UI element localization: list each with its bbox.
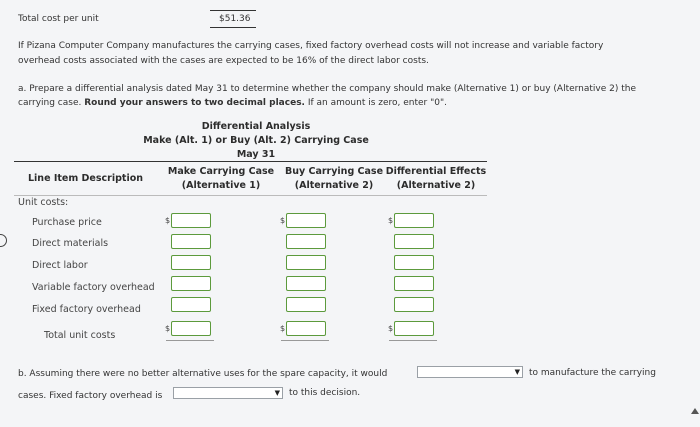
alt2-variable-overhead-input[interactable]	[286, 276, 326, 291]
chevron-down-icon: ▼	[514, 368, 520, 376]
alt1-total-input[interactable]	[171, 321, 211, 336]
alt2-total-underline	[281, 340, 329, 341]
part-a-line-2	[18, 98, 447, 108]
currency-symbol: $	[165, 324, 171, 333]
table-title: Differential Analysis	[201, 121, 311, 132]
row-label-direct-labor: Direct labor	[32, 260, 88, 271]
diff-total-input[interactable]	[394, 321, 434, 336]
col-header-alt2-line1: Buy Carrying Case	[284, 166, 384, 177]
alt2-purchase-price-input[interactable]	[286, 213, 326, 228]
alt2-direct-materials-input[interactable]	[286, 234, 326, 249]
chevron-down-icon: ▼	[274, 389, 280, 397]
alt1-direct-materials-input[interactable]	[171, 234, 211, 249]
diff-direct-materials-input[interactable]	[394, 234, 434, 249]
header-rule	[14, 195, 487, 196]
col-header-diff-line2: (Alternative 2)	[396, 180, 476, 191]
row-label-direct-materials: Direct materials	[32, 238, 109, 249]
col-header-alt1-line1: Make Carrying Case	[167, 166, 275, 177]
total-cost-value: $51.36	[219, 14, 251, 24]
diff-variable-overhead-input[interactable]	[394, 276, 434, 291]
table-subtitle: Make (Alt. 1) or Buy (Alt. 2) Carrying Case	[143, 135, 369, 146]
row-label-purchase-price: Purchase price	[32, 217, 102, 228]
diff-purchase-price-input[interactable]	[394, 213, 434, 228]
alt2-direct-labor-input[interactable]	[286, 255, 326, 270]
alt1-total-underline	[166, 340, 214, 341]
col-header-alt2-line2: (Alternative 2)	[294, 180, 374, 191]
part-b-line-2-suffix: to this decision.	[289, 388, 361, 398]
currency-symbol: $	[280, 324, 286, 333]
total-overline	[210, 10, 256, 11]
part-a-prefix: carrying case.	[18, 98, 82, 108]
currency-symbol: $	[165, 216, 171, 225]
currency-symbol: $	[388, 324, 394, 333]
row-label-fixed-overhead: Fixed factory overhead	[32, 304, 141, 315]
part-a-suffix: If an amount is zero, enter "0".	[307, 98, 447, 108]
diff-fixed-overhead-input[interactable]	[394, 297, 434, 312]
part-b-line-1-suffix: to manufacture the carrying	[529, 368, 656, 378]
radio-edge-icon	[0, 234, 7, 247]
row-label-variable-overhead: Variable factory overhead	[32, 282, 155, 293]
intro-line-2: overhead costs associated with the cases are expected to be 16% of the direct labor costs.	[18, 56, 429, 66]
total-cost-label: Total cost per unit	[18, 14, 99, 24]
part-a-instruction: Round your answers to two decimal places.	[84, 98, 305, 108]
alt1-variable-overhead-input[interactable]	[171, 276, 211, 291]
section-unit-costs: Unit costs:	[18, 197, 69, 208]
total-underline	[210, 27, 256, 28]
table-top-rule	[14, 161, 487, 162]
alt1-purchase-price-input[interactable]	[171, 213, 211, 228]
currency-symbol: $	[388, 216, 394, 225]
table-date: May 31	[236, 149, 276, 160]
col-header-diff-line1: Differential Effects	[385, 166, 487, 177]
part-a-line-1: a. Prepare a differential analysis dated May 31 to determine whether the company should make (Alternative 1) or buy (Alternative 2) the	[18, 84, 637, 94]
part-b-line-2-prefix: cases. Fixed factory overhead is	[18, 391, 163, 401]
alt1-direct-labor-input[interactable]	[171, 255, 211, 270]
part-b-line-1-prefix: b. Assuming there were no better alternative uses for the spare capacity, it would	[18, 369, 388, 379]
alt2-total-input[interactable]	[286, 321, 326, 336]
col-header-description: Line Item Description	[28, 173, 143, 184]
part-b-relevance-select[interactable]	[173, 387, 283, 399]
currency-symbol: $	[280, 216, 286, 225]
diff-total-underline	[389, 340, 437, 341]
intro-line-1: If Pizana Computer Company manufactures the carrying cases, fixed factory overhead costs will not increase and variable factory	[18, 41, 604, 51]
part-b-decision-select[interactable]	[417, 366, 523, 378]
alt1-fixed-overhead-input[interactable]	[171, 297, 211, 312]
alt2-fixed-overhead-input[interactable]	[286, 297, 326, 312]
col-header-alt1-line2: (Alternative 1)	[181, 180, 261, 191]
row-label-total-unit-costs: Total unit costs	[44, 330, 116, 341]
diff-direct-labor-input[interactable]	[394, 255, 434, 270]
scroll-up-icon[interactable]	[691, 408, 699, 414]
